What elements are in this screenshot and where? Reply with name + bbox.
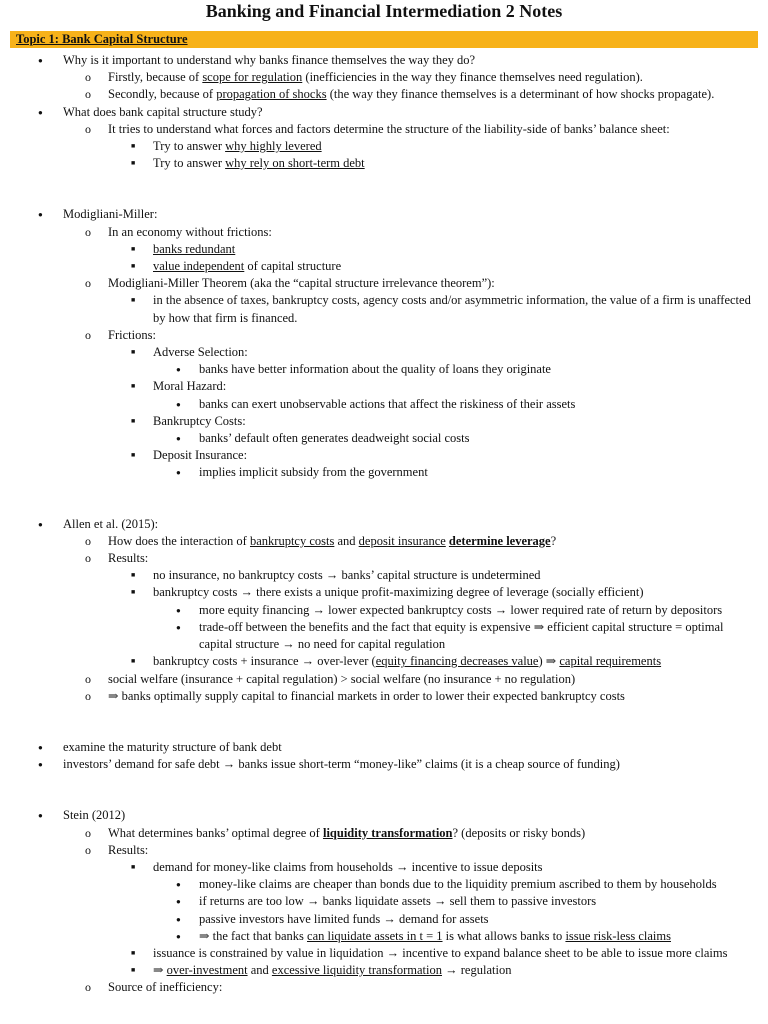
list-item: ● banks’ default often generates deadweight social costs [0,430,768,447]
notes-list [0,516,768,705]
list-item: ■ banks redundant [0,241,768,258]
notes-list [0,206,768,481]
list-item: ● trade-off between the benefits and the fact that equity is expensive ⇒ efficient capital structure = optimal capital structure → no need for capital regulation [0,619,768,653]
list-item: ■ issuance is constrained by value in liquidation → incentive to expand balance sheet to be able to issue more claims [0,945,768,962]
list-item: ■ Bankruptcy Costs: [0,413,768,430]
notes-list [0,739,768,773]
notes-list [0,807,768,996]
list-item: ● examine the maturity structure of bank debt [0,739,768,756]
list-item: o ⇒ banks optimally supply capital to financial markets in order to lower their expected bankruptcy costs [0,688,768,705]
list-item: o Source of inefficiency: [0,979,768,996]
list-item: ■ value independent of capital structure [0,258,768,275]
list-item: o Frictions: [0,327,768,344]
list-item: ■ Moral Hazard: [0,378,768,395]
list-item: ● What does bank capital structure study? [0,104,768,121]
list-item: ■ Deposit Insurance: [0,447,768,464]
list-item: ● if returns are too low → banks liquidate assets → sell them to passive investors [0,893,768,910]
list-item: ● Modigliani-Miller: [0,206,768,223]
list-item: ■ bankruptcy costs + insurance → over-lever (equity financing decreases value) ⇒ capital requirements [0,653,768,670]
list-item: ● investors’ demand for safe debt → banks issue short-term “money-like” claims (it is a cheap source of funding) [0,756,768,773]
list-item: o social welfare (insurance + capital regulation) > social welfare (no insurance + no regulation) [0,671,768,688]
list-item: o It tries to understand what forces and factors determine the structure of the liability-side of banks’ balance sheet: [0,121,768,138]
list-item: o Secondly, because of propagation of shocks (the way they finance themselves is a determinant of how shocks propagate). [0,86,768,103]
topic-heading-text: Topic 1: Bank Capital Structure [16,32,188,46]
document-title: Banking and Financial Intermediation 2 Notes [205,1,563,21]
list-item: ■ Try to answer why highly levered [0,138,768,155]
list-item: o In an economy without frictions: [0,224,768,241]
topic-heading [10,31,758,48]
list-item: o What determines banks’ optimal degree of liquidity transformation? (deposits or risky bonds) [0,825,768,842]
list-item: ● implies implicit subsidy from the government [0,464,768,481]
list-item: ■ in the absence of taxes, bankruptcy costs, agency costs and/or asymmetric information, the value of a firm is unaffected by how that firm is financed. [0,292,768,326]
list-item: ● ⇒ the fact that banks can liquidate assets in t = 1 is what allows banks to issue risk-less claims [0,928,768,945]
list-item: ● money-like claims are cheaper than bonds due to the liquidity premium ascribed to them by households [0,876,768,893]
list-item: o Firstly, because of scope for regulation (inefficiencies in the way they finance themselves need regulation). [0,69,768,86]
list-item: ● more equity financing → lower expected bankruptcy costs → lower required rate of return by depositors [0,602,768,619]
list-item: ● Allen et al. (2015): [0,516,768,533]
list-item: ● banks have better information about the quality of loans they originate [0,361,768,378]
list-item: o Results: [0,842,768,859]
list-item: ■ demand for money-like claims from households → incentive to issue deposits [0,859,768,876]
list-item: o Modigliani-Miller Theorem (aka the “capital structure irrelevance theorem”): [0,275,768,292]
list-item: ● Stein (2012) [0,807,768,824]
list-item: o Results: [0,550,768,567]
list-item: ● banks can exert unobservable actions that affect the riskiness of their assets [0,396,768,413]
list-item: ■ ⇒ over-investment and excessive liquidity transformation → regulation [0,962,768,979]
notes-list [0,52,768,172]
list-item: ● Why is it important to understand why banks finance themselves the way they do? [0,52,768,69]
list-item: ■ bankruptcy costs → there exists a unique profit-maximizing degree of leverage (socially efficient) [0,584,768,601]
list-item: ■ no insurance, no bankruptcy costs → banks’ capital structure is undetermined [0,567,768,584]
list-item: ● passive investors have limited funds → demand for assets [0,911,768,928]
list-item: ■ Adverse Selection: [0,344,768,361]
list-item: ■ Try to answer why rely on short-term debt [0,155,768,172]
list-item: o How does the interaction of bankruptcy costs and deposit insurance determine leverage? [0,533,768,550]
